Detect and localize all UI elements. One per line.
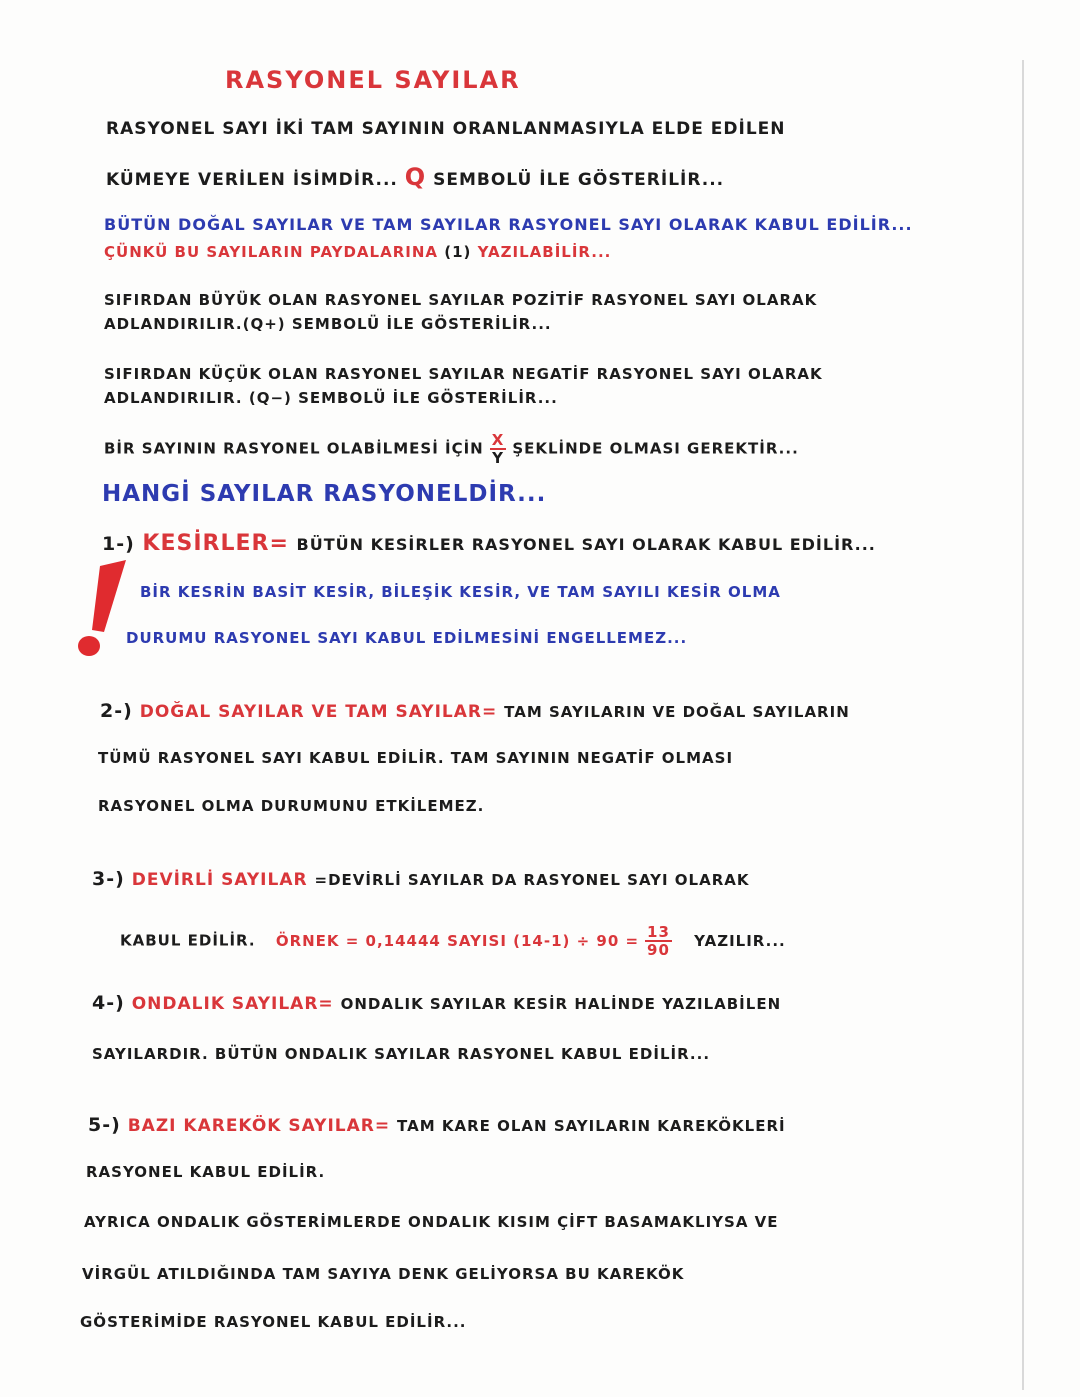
intro-text-a: KÜMEYE VERİLEN İSİMDİR... [106, 170, 405, 190]
item-5-line-1 [88, 1114, 786, 1137]
item-3-number: 3-) [92, 868, 125, 890]
intro-line-2 [106, 163, 725, 191]
item-4-line-2: SAYILARDIR. BÜTÜN ONDALIK SAYILAR RASYONEL KABUL EDİLİR... [92, 1045, 711, 1063]
condition-text-a: BİR SAYININ RASYONEL OLABİLMESİ İÇİN [104, 439, 484, 458]
one-denominator: (1) [444, 243, 472, 261]
intro-line-1: RASYONEL SAYI İKİ TAM SAYININ ORANLANMASIYLA ELDE EDİLEN [106, 119, 786, 139]
natural-line-1: BÜTÜN DOĞAL SAYILAR VE TAM SAYILAR RASYONEL SAYI OLARAK KABUL EDİLİR... [104, 215, 913, 234]
item-4-text-1: ONDALIK SAYILAR KESİR HALİNDE YAZILABİLEN [340, 995, 782, 1013]
intro-text-b: SEMBOLÜ İLE GÖSTERİLİR... [426, 170, 725, 190]
xy-fraction [490, 432, 507, 466]
example-numerator: 13 [647, 923, 670, 941]
item-5-number: 5-) [88, 1114, 121, 1136]
question-heading: HANGİ SAYILAR RASYONELDİR... [102, 481, 547, 507]
item-1-note-line-1: BİR KESRİN BASİT KESİR, BİLEŞİK KESİR, VE TAM SAYILI KESİR OLMA [140, 583, 781, 601]
item-1-number: 1-) [102, 533, 135, 555]
natural-text-b: YAZILABİLİR... [471, 243, 612, 261]
natural-line-2 [104, 242, 611, 262]
item-3-text-2a: KABUL EDİLİR. [120, 931, 256, 950]
negative-line-2: ADLANDIRILIR. (Q−) SEMBOLÜ İLE GÖSTERİLİR... [104, 389, 558, 407]
closing-line-1: AYRICA ONDALIK GÖSTERİMLERDE ONDALIK KISIM ÇİFT BASAMAKLIYSA VE [84, 1213, 779, 1231]
item-3-line-1 [92, 868, 750, 891]
example-denominator: 90 [647, 941, 670, 959]
item-3-heading: DEVİRLİ SAYILAR [131, 870, 308, 890]
item-2-heading: DOĞAL SAYILAR VE TAM SAYILAR= [139, 702, 498, 722]
item-5-heading: BAZI KAREKÖK SAYILAR= [127, 1116, 391, 1136]
item-4-number: 4-) [92, 992, 125, 1014]
item-3-text-1: =DEVİRLİ SAYILAR DA RASYONEL SAYI OLARAK [314, 871, 750, 889]
item-2-number: 2-) [100, 700, 133, 722]
item-5-line-2: RASYONEL KABUL EDİLİR. [86, 1163, 326, 1181]
fraction-y: Y [492, 449, 504, 467]
closing-line-3: GÖSTERİMİDE RASYONEL KABUL EDİLİR... [80, 1313, 467, 1331]
example-fraction [645, 924, 672, 958]
item-2-line-1 [100, 700, 850, 723]
item-3-line-2 [120, 924, 786, 958]
fraction-x: X [491, 431, 505, 449]
page-title: RASYONEL SAYILAR [225, 66, 521, 94]
item-2-text-1: TAM SAYILARIN VE DOĞAL SAYILARIN [504, 703, 850, 721]
natural-text-a: ÇÜNKÜ BU SAYILARIN PAYDALARINA [104, 243, 445, 261]
item-4-heading: ONDALIK SAYILAR= [131, 994, 334, 1014]
item-2-line-3: RASYONEL OLMA DURUMUNU ETKİLEMEZ. [98, 797, 485, 815]
negative-line-1: SIFIRDAN KÜÇÜK OLAN RASYONEL SAYILAR NEGATİF RASYONEL SAYI OLARAK [104, 365, 823, 383]
positive-line-1: SIFIRDAN BÜYÜK OLAN RASYONEL SAYILAR POZİTİF RASYONEL SAYI OLARAK [104, 291, 818, 309]
item-1-heading: KESİRLER= [142, 531, 289, 556]
item-1-text: BÜTÜN KESİRLER RASYONEL SAYI OLARAK KABUL EDİLİR... [296, 535, 876, 554]
item-3-example: ÖRNEK = 0,14444 SAYISI (14-1) ÷ 90 = [275, 931, 640, 950]
condition-line [104, 432, 799, 466]
positive-line-2: ADLANDIRILIR.(Q+) SEMBOLÜ İLE GÖSTERİLİR... [104, 315, 552, 333]
page-edge [1022, 60, 1024, 1390]
item-4-line-1 [92, 992, 781, 1015]
item-3-text-2b: YAZILIR... [694, 931, 786, 950]
item-1-line-1 [102, 530, 876, 559]
closing-line-2: VİRGÜL ATILDIĞINDA TAM SAYIYA DENK GELİYORSA BU KAREKÖK [82, 1265, 685, 1283]
item-5-text-1: TAM KARE OLAN SAYILARIN KAREKÖKLERİ [397, 1117, 786, 1135]
condition-text-b: ŞEKLİNDE OLMASI GEREKTİR... [512, 439, 799, 458]
item-1-note-line-2: DURUMU RASYONEL SAYI KABUL EDİLMESİNİ ENGELLEMEZ... [126, 629, 688, 647]
q-symbol: Q [404, 163, 427, 191]
item-2-line-2: TÜMÜ RASYONEL SAYI KABUL EDİLİR. TAM SAYININ NEGATİF OLMASI [98, 749, 734, 767]
